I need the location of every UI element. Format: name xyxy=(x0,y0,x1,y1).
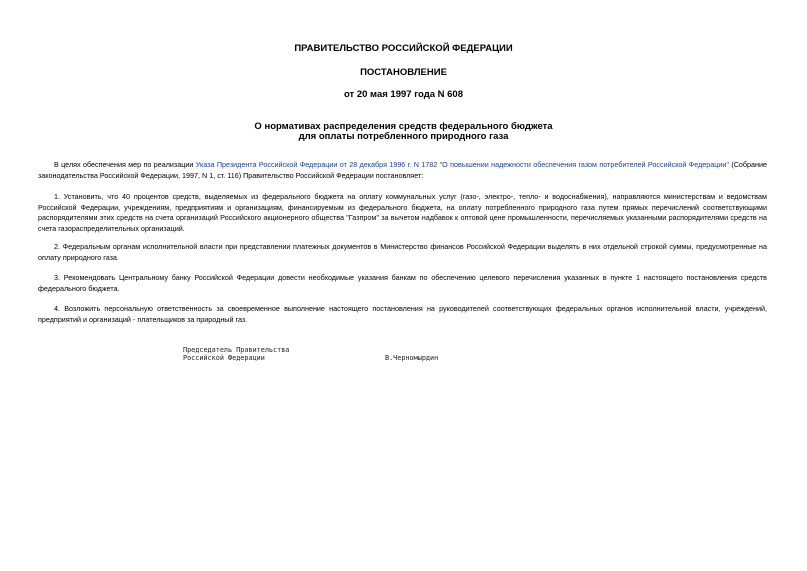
paragraph-2-text: 2. Федеральным органам исполнительной власти при представлении платежных документов в Министерство финансов Российской Федерации выделять в них отдельной строкой суммы, предусмотренные на оплату природного газа. xyxy=(38,242,767,262)
paragraph-1 xyxy=(38,192,767,234)
document-date-number: от 20 мая 1997 года N 608 xyxy=(343,89,464,100)
paragraph-3 xyxy=(38,273,767,294)
preamble-paragraph xyxy=(38,160,767,181)
paragraph-3-text: 3. Рекомендовать Центральному банку Российской Федерации довести необходимые указания банкам по обеспечению целевого перечисления указанных в пункте 1 настоящего постановления средств федерального бюджета. xyxy=(38,273,767,293)
paragraph-4-text: 4. Возложить персональную ответственность за своевременное выполнение настоящего постановления на руководителей соответствующих федеральных органов исполнительной власти, учреждений, предприятий и организаций - плательщиков за природный газ. xyxy=(38,304,767,324)
paragraph-4 xyxy=(38,304,767,325)
signatory-title-line-2: Российской Федерации xyxy=(183,354,265,362)
signatory-name: В.Черномырдин xyxy=(385,354,439,362)
document-subject-line-2: для оплаты потребленного природного газа xyxy=(298,131,509,142)
government-title: ПРАВИТЕЛЬСТВО РОССИЙСКОЙ ФЕДЕРАЦИИ xyxy=(294,43,513,54)
document-subject-line-1: О нормативах распределения средств федерального бюджета xyxy=(254,121,553,132)
paragraph-1-text: 1. Установить, что 40 процентов средств, выделяемых из федерального бюджета на оплату коммунальных услуг (газо-, электро-, тепло- и водоснабжения), направляются министерствам и ведомствам Российской Федерации, учреждениям, предприятиям и организациям, финансируемым из федерального бюджета, на оплату потребленного природного газа путем прямых перечислений соответствующими распорядителями этих средств на счета организаций Российского акционерного общества "Газпром" за вычетом надбавок к оптовой цене промышленности, перечисляемых указанными распорядителями средств на счета газораспределительных организаций. xyxy=(38,192,767,233)
signatory-title-line-1: Председатель Правительства xyxy=(183,346,290,354)
preamble-text-after: (Собрание законодательства Российской Федерации, 1997, N 1, ст. 116) Правительство Российской Федерации постановляет: xyxy=(38,160,768,180)
paragraph-2 xyxy=(38,242,767,263)
decree-link[interactable]: Указа Президента Российской Федерации от 28 декабря 1996 г. N 1782 "О повышении надежности обеспечения газом потребителей Российской Федерации" xyxy=(195,160,729,169)
preamble-text-before: В целях обеспечения мер по реализации xyxy=(54,160,196,169)
document-type: ПОСТАНОВЛЕНИЕ xyxy=(360,67,447,78)
